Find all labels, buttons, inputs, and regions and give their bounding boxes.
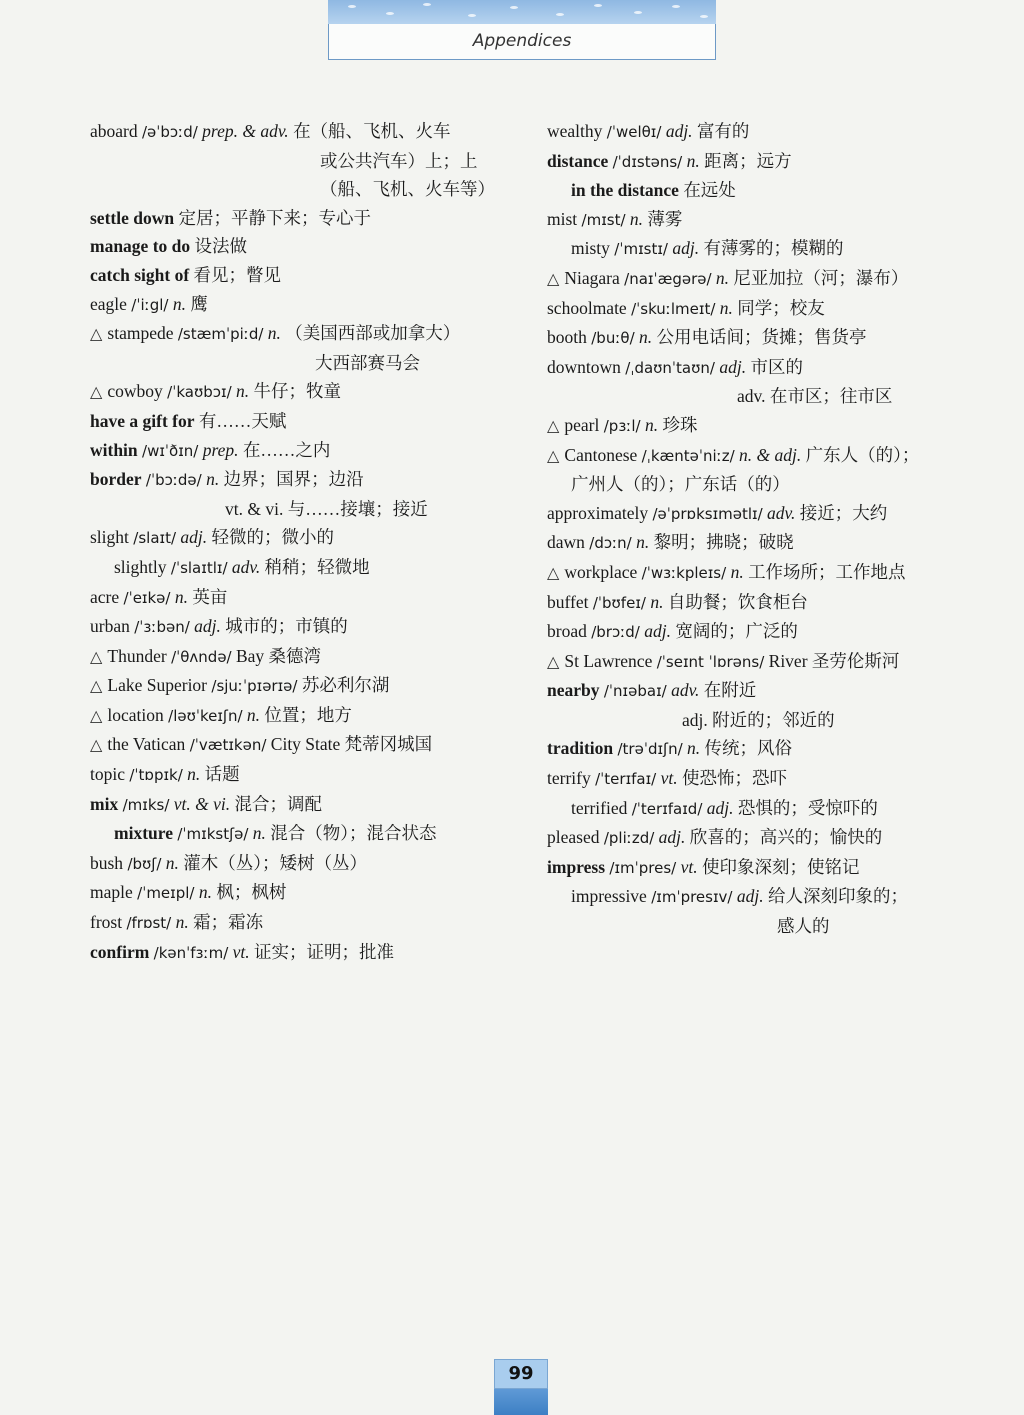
headword: Lake Superior	[107, 675, 208, 696]
glossary-entry	[90, 583, 520, 613]
part-of-speech: adv.	[231, 556, 261, 577]
pronunciation: /ˈbʊfeɪ/	[592, 593, 646, 612]
triangle-icon: △	[90, 646, 108, 666]
glossary-entry	[547, 499, 967, 529]
glossary-entry	[547, 528, 967, 558]
glossary-entry	[90, 232, 520, 261]
glossary-entry	[90, 407, 520, 436]
part-of-speech: adj.	[736, 886, 764, 907]
definition: 给人深刻印象的；	[767, 886, 908, 907]
glossary-entry	[90, 938, 520, 968]
headword: location	[107, 704, 164, 725]
part-of-speech: prep.	[202, 439, 239, 460]
pronunciation: /ˈbɔːdə/	[145, 471, 202, 490]
glossary-entry	[547, 234, 967, 264]
part-of-speech: n.	[650, 591, 664, 612]
headword: tradition	[547, 738, 614, 759]
pronunciation: /dɔːn/	[589, 534, 632, 553]
glossary-entry	[90, 730, 520, 760]
header-decoration	[328, 0, 716, 24]
pronunciation: /ˈwɜːkpleɪs/	[641, 563, 727, 582]
pronunciation: /ˈdɪstəns/	[612, 152, 683, 171]
definition: 城市的；市镇的	[225, 616, 348, 637]
definition: 富有的	[696, 121, 750, 141]
glossary-entry	[547, 441, 967, 471]
part-of-speech: adj.	[706, 797, 734, 818]
pronunciation: /brɔːd/	[591, 623, 640, 642]
headword: frost	[90, 912, 123, 933]
headword: the Vatican	[107, 734, 186, 755]
glossary-entry	[547, 676, 967, 706]
part-of-speech: n.	[206, 469, 220, 490]
glossary-entry	[90, 790, 520, 820]
pronunciation: /ˈkaʊbɔɪ/	[167, 383, 232, 402]
definition: 在远处	[683, 180, 736, 201]
headword: pearl	[564, 414, 600, 435]
part-of-speech: n.	[730, 561, 744, 582]
part-of-speech: vt. & vi.	[173, 793, 231, 814]
headword: misty	[571, 238, 610, 259]
definition: 欣喜的；高兴的；愉快的	[689, 827, 883, 848]
part-of-speech: n.	[172, 293, 186, 314]
glossary-entry	[90, 465, 520, 495]
headword: cowboy	[107, 381, 163, 402]
definition: 市区的	[750, 356, 803, 377]
page-number: 99	[508, 1363, 534, 1384]
glossary-entry	[547, 853, 967, 883]
headword: approximately	[547, 502, 649, 523]
part-of-speech: n.	[644, 414, 659, 435]
glossary-entry	[547, 794, 967, 824]
pronunciation: /pɜːl/	[603, 416, 641, 435]
definition: 同学；校友	[737, 297, 825, 318]
right-column	[547, 117, 967, 941]
definition: 混合（物）；混合状态	[270, 823, 437, 844]
definition: 黎明；拂晓；破晓	[653, 532, 794, 553]
definition: 定居；平静下来；专心于	[178, 207, 371, 228]
definition: 英亩	[192, 586, 228, 607]
part-of-speech: vt.	[232, 941, 250, 962]
definition: 使恐怖；恐吓	[682, 768, 788, 789]
definition: 灌木（丛）；矮树（丛）	[183, 852, 367, 873]
definition: 在（船、飞机、火车	[293, 121, 451, 141]
part-of-speech: adj.	[658, 827, 686, 848]
pronunciation: /ˌkæntəˈniːz/	[641, 446, 735, 465]
pronunciation: /ˈwelθɪ/	[606, 123, 662, 141]
glossary-entry	[90, 261, 520, 290]
glossary-entry	[547, 558, 967, 588]
part-of-speech: vt.	[680, 856, 698, 877]
headword: St Lawrence	[564, 650, 653, 671]
headword: terrify	[547, 768, 591, 789]
part-of-speech: n.	[267, 323, 281, 344]
glossary-entry	[90, 612, 520, 642]
glossary-entry	[90, 553, 520, 583]
pronunciation: /ˈslaɪtlɪ/	[170, 558, 228, 577]
headword: impress	[547, 856, 606, 877]
headword: nearby	[547, 680, 600, 701]
headword: Cantonese	[564, 444, 638, 465]
definition: 设法做	[194, 236, 248, 257]
page-number-tab	[494, 1389, 548, 1415]
definition: 距离；远方	[704, 150, 792, 171]
definition: 有……天赋	[198, 410, 287, 431]
part-of-speech: n.	[636, 532, 650, 553]
definition: 牛仔；牧童	[253, 381, 341, 402]
part-of-speech: n.	[719, 297, 733, 318]
definition: 在附近	[703, 680, 757, 701]
headword: settle down	[90, 207, 175, 228]
part-of-speech: adj.	[180, 527, 208, 548]
definition: 使印象深刻；使铭记	[701, 856, 860, 877]
pronunciation: /ɪmˈpres/	[609, 858, 677, 877]
headword: Thunder	[107, 645, 167, 666]
pronunciation: /frɒst/	[126, 914, 172, 933]
pronunciation: /stæmˈpiːd/	[177, 325, 264, 344]
glossary-entry	[90, 117, 520, 147]
pronunciation: /kənˈfɜːm/	[153, 943, 229, 962]
definition: （美国西部或加拿大）	[285, 323, 461, 344]
headword: aboard	[90, 121, 138, 141]
pronunciation: /ˈterɪfaɪd/	[631, 799, 703, 818]
definition: 话题	[204, 764, 240, 785]
glossary-entry	[90, 204, 520, 233]
glossary-entry	[90, 523, 520, 553]
definition: City State 梵蒂冈城国	[270, 734, 433, 755]
headword: in the distance	[571, 180, 679, 201]
headword: broad	[547, 621, 587, 642]
definition: 薄雾	[647, 208, 683, 229]
headword: Niagara	[564, 267, 620, 288]
definition: 鹰	[190, 293, 208, 314]
headword: bush	[90, 852, 124, 873]
entry-continuation: 感人的	[777, 916, 830, 937]
headword: stampede	[107, 323, 174, 344]
pronunciation: /sjuːˈpɪərɪə/	[211, 677, 298, 696]
definition: 苏必利尔湖	[301, 675, 390, 696]
glossary-entry	[90, 849, 520, 879]
headword: slightly	[114, 556, 167, 577]
part-of-speech: n.	[175, 912, 189, 933]
pronunciation: /əˈprɒksɪmətlɪ/	[652, 504, 763, 523]
part-of-speech: adv.	[767, 502, 796, 523]
headword: impressive	[571, 886, 647, 907]
definition: 接近；大约	[799, 502, 888, 523]
section-header	[328, 24, 716, 60]
part-of-speech: n.	[198, 882, 212, 903]
headword: slight	[90, 527, 129, 548]
definition: 自助餐；饮食柜台	[667, 591, 808, 612]
part-of-speech: adj.	[665, 121, 693, 141]
pronunciation: /wɪˈðɪn/	[142, 441, 199, 460]
glossary-entry	[547, 323, 967, 353]
pronunciation: /ˈmɪkstʃə/	[177, 825, 249, 844]
left-column	[90, 117, 520, 967]
glossary-entry	[90, 436, 520, 466]
pronunciation: /buːθ/	[591, 329, 635, 348]
headword: pleased	[547, 827, 600, 848]
definition: 边界；国界；边沿	[223, 469, 364, 490]
triangle-icon: △	[547, 415, 565, 435]
headword: mix	[90, 793, 119, 814]
definition: 位置；地方	[264, 704, 352, 725]
glossary-entry	[547, 205, 967, 235]
part-of-speech: n.	[236, 381, 250, 402]
glossary-entry	[90, 878, 520, 908]
page-number-box	[494, 1359, 548, 1389]
pronunciation: /slaɪt/	[133, 529, 177, 548]
headword: within	[90, 439, 138, 460]
definition: 珍珠	[662, 414, 698, 435]
pronunciation: /ˈtɒpɪk/	[129, 766, 183, 785]
triangle-icon: △	[90, 676, 108, 696]
pronunciation: /bʊʃ/	[127, 854, 162, 873]
entry-continuation: adj. 附近的；邻近的	[682, 709, 835, 730]
part-of-speech: adj.	[719, 356, 747, 377]
definition: 广东人（的）；	[805, 444, 920, 465]
headword: mixture	[114, 823, 173, 844]
part-of-speech: adj.	[672, 238, 700, 259]
pronunciation: /ˈseɪnt ˈlɒrəns/	[656, 652, 765, 671]
glossary-entry	[547, 353, 967, 383]
triangle-icon: △	[547, 562, 565, 582]
part-of-speech: n.	[252, 823, 266, 844]
headword: terrified	[571, 797, 628, 818]
glossary-entry	[547, 294, 967, 324]
pronunciation: /ˌdaʊnˈtaʊn/	[625, 358, 715, 377]
headword: dawn	[547, 532, 585, 553]
part-of-speech: n.	[629, 208, 644, 229]
glossary-entry	[547, 411, 967, 441]
pronunciation: /ˈskuːlmeɪt/	[631, 299, 716, 318]
triangle-icon: △	[547, 445, 565, 465]
glossary-entry	[547, 176, 967, 205]
glossary-entry	[90, 642, 520, 672]
pronunciation: /ˈterɪfaɪ/	[595, 770, 657, 789]
pronunciation: /ˈnɪəbaɪ/	[603, 682, 667, 701]
glossary-entry	[90, 377, 520, 407]
triangle-icon: △	[90, 382, 108, 402]
glossary-entry	[90, 290, 520, 320]
glossary-entry	[547, 764, 967, 794]
pronunciation: /ˈiːgl/	[131, 295, 169, 314]
triangle-icon: △	[90, 735, 108, 755]
pronunciation: /trəˈdɪʃn/	[617, 740, 683, 759]
definition: 枫；枫树	[216, 882, 287, 903]
glossary-entry	[90, 908, 520, 938]
definition: 尼亚加拉（河；瀑布）	[733, 267, 909, 288]
triangle-icon: △	[90, 705, 108, 725]
entry-continuation: 广州人（的）；广东话（的）	[571, 474, 790, 495]
glossary-entry	[90, 671, 520, 701]
part-of-speech: n.	[246, 704, 261, 725]
glossary-entry	[547, 617, 967, 647]
headword: booth	[547, 327, 587, 348]
headword: wealthy	[547, 121, 603, 141]
headword: border	[90, 469, 142, 490]
pronunciation: /ˈmeɪpl/	[137, 884, 195, 903]
glossary-entry	[90, 701, 520, 731]
triangle-icon: △	[547, 268, 565, 288]
glossary-entry	[547, 823, 967, 853]
glossary-entry	[547, 264, 967, 294]
headword: maple	[90, 882, 133, 903]
part-of-speech: n.	[715, 267, 730, 288]
definition: 霜；霜冻	[193, 912, 264, 933]
triangle-icon: △	[90, 324, 108, 344]
headword: acre	[90, 586, 120, 607]
section-title: Appendices	[472, 31, 572, 51]
headword: have a gift for	[90, 410, 195, 431]
part-of-speech: n.	[687, 738, 701, 759]
pronunciation: /ˈmɪstɪ/	[614, 240, 668, 259]
pronunciation: /ɪmˈpresɪv/	[651, 888, 733, 907]
headword: confirm	[90, 941, 150, 962]
definition: Bay 桑德湾	[235, 645, 322, 666]
definition: 轻微的；微小的	[211, 527, 335, 548]
definition: 在……之内	[242, 439, 331, 460]
pronunciation: /ˈθʌndə/	[171, 647, 232, 666]
glossary-entry	[90, 819, 520, 849]
headword: urban	[90, 616, 130, 637]
part-of-speech: adj.	[194, 616, 221, 637]
pronunciation: /mɪst/	[581, 210, 626, 229]
part-of-speech: n.	[187, 764, 201, 785]
headword: mist	[547, 208, 578, 229]
definition: 稍稍；轻微地	[264, 556, 370, 577]
headword: workplace	[564, 561, 638, 582]
part-of-speech: n.	[686, 150, 700, 171]
triangle-icon: △	[547, 651, 565, 671]
headword: downtown	[547, 356, 621, 377]
definition: 宽阔的；广泛的	[675, 621, 798, 642]
glossary-entry	[547, 647, 967, 677]
entry-continuation: （船、飞机、火车等）	[320, 179, 495, 200]
glossary-entry	[547, 882, 967, 912]
pronunciation: /ˈvætɪkən/	[189, 736, 267, 755]
part-of-speech: vt.	[660, 768, 678, 789]
part-of-speech: n.	[174, 586, 188, 607]
pronunciation: /mɪks/	[122, 795, 170, 814]
part-of-speech: n.	[165, 852, 179, 873]
headword: catch sight of	[90, 264, 190, 285]
part-of-speech: n. & adj.	[739, 444, 802, 465]
headword: manage to do	[90, 236, 191, 257]
pronunciation: /pliːzd/	[603, 829, 655, 848]
glossary-entry	[90, 760, 520, 790]
definition: 看见；瞥见	[193, 264, 282, 285]
entry-continuation: 或公共汽车）上；上	[320, 150, 478, 171]
entry-continuation: 大西部赛马会	[315, 352, 420, 373]
part-of-speech: n.	[639, 327, 653, 348]
glossary-entry	[547, 147, 967, 177]
entry-continuation: adv. 在市区；往市区	[737, 386, 893, 407]
definition: River 圣劳伦斯河	[768, 650, 900, 671]
definition: 有薄雾的；模糊的	[703, 238, 844, 259]
glossary-entry	[547, 588, 967, 618]
glossary-entry	[547, 117, 967, 147]
glossary-entry	[90, 319, 520, 349]
definition: 恐惧的；受惊吓的	[737, 797, 878, 818]
part-of-speech: prep. & adv.	[202, 121, 289, 141]
part-of-speech: adv.	[671, 680, 700, 701]
headword: distance	[547, 150, 609, 171]
part-of-speech: adj.	[644, 621, 671, 642]
pronunciation: /ˈɜːbən/	[134, 618, 190, 637]
definition: 传统；风俗	[704, 738, 793, 759]
pronunciation: /naɪˈægərə/	[624, 269, 712, 288]
pronunciation: /ləʊˈkeɪʃn/	[168, 706, 243, 725]
headword: buffet	[547, 591, 589, 612]
pronunciation: /əˈbɔːd/	[142, 123, 198, 141]
headword: schoolmate	[547, 297, 627, 318]
pronunciation: /ˈeɪkə/	[123, 588, 171, 607]
definition: 工作场所；工作地点	[748, 561, 906, 582]
glossary-entry	[547, 734, 967, 764]
definition: 公用电话间；货摊；售货亭	[656, 327, 867, 348]
definition: 证实；证明；批准	[254, 941, 395, 962]
headword: eagle	[90, 293, 127, 314]
definition: 混合；调配	[234, 793, 322, 814]
headword: topic	[90, 764, 125, 785]
entry-continuation: vt. & vi. 与……接壤；接近	[225, 498, 428, 519]
